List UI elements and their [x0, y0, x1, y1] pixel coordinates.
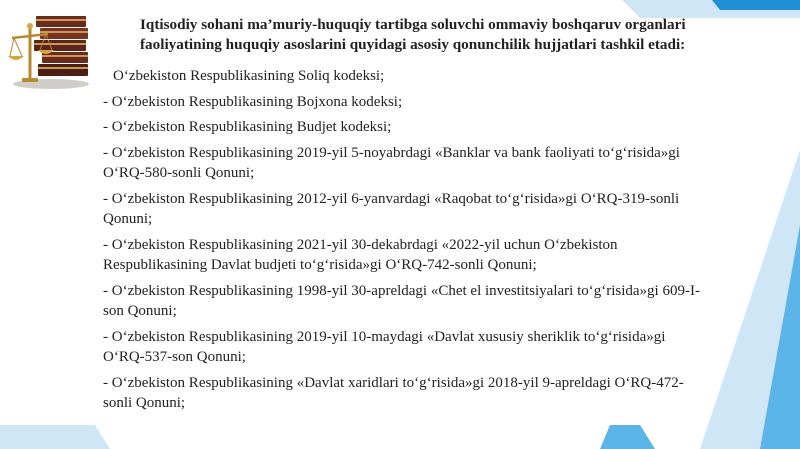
- list-item: [103, 117, 773, 138]
- decor-bottom-left: [0, 425, 110, 449]
- list-item: [103, 327, 773, 368]
- list-item-line: O‘zbekiston Respublikasining Soliq kodeksi;: [113, 68, 385, 84]
- list-item-line: - O‘zbekiston Respublikasining «Davlat xaridlari to‘g‘risida»gi 2018-yil 9-apreldagi O‘RQ-472-: [103, 374, 684, 391]
- slide-heading: [140, 15, 780, 55]
- list-item: [103, 143, 773, 184]
- decor-bottom-tab: [600, 425, 655, 449]
- law-books-scales-icon: [6, 6, 94, 92]
- heading-line: Iqtisodiy sohani ma’muriy-huquqiy tartibga soluvchi ommaviy boshqaruv organlari: [140, 16, 686, 33]
- list-item-line: - O‘zbekiston Respublikasining Budjet kodeksi;: [103, 119, 392, 135]
- list-item-line: - O‘zbekiston Respublikasining 2019-yil 10-maydagi «Davlat xususiy sheriklik to‘g‘risida»gi: [103, 328, 666, 345]
- list-item-line: sonli Qonuni;: [103, 395, 186, 411]
- decor-top-accent: [712, 0, 800, 10]
- list-item-line: - O‘zbekiston Respublikasining 2021-yil 30-dekabrdagi «2022-yil uchun O‘zbekiston: [103, 236, 618, 253]
- list-item: [103, 235, 773, 276]
- list-item: [103, 373, 773, 414]
- list-item-line: Respublikasining Davlat budjeti to‘g‘risida»gi O‘RQ-742-sonli Qonuni;: [103, 257, 537, 273]
- list-item-line: O‘RQ-537-son Qonuni;: [103, 349, 246, 365]
- heading-line: faoliyatining huquqiy asoslarini quyidagi asosiy qonunchilik hujjatlari tashkil etadi:: [140, 36, 686, 53]
- list-item-line: - O‘zbekiston Respublikasining 2012-yil 6-yanvardagi «Raqobat to‘g‘risida»gi O‘RQ-319-sonli: [103, 190, 680, 207]
- list-item-line: - O‘zbekiston Respublikasining 2019-yil 5-noyabrdagi «Banklar va bank faoliyati to‘g‘risida»gi: [103, 144, 680, 161]
- list-item: [103, 189, 773, 230]
- list-item: [103, 281, 773, 322]
- list-item: [103, 92, 773, 113]
- list-item-line: - O‘zbekiston Respublikasining 1998-yil 30-apreldagi «Chet el investitsiyalari to‘g‘risida»gi 609-I-: [103, 282, 700, 299]
- law-list: [103, 66, 773, 414]
- list-item-line: son Qonuni;: [103, 303, 177, 319]
- list-item-line: - O‘zbekiston Respublikasining Bojxona kodeksi;: [103, 93, 403, 110]
- list-item: [103, 66, 773, 87]
- list-item-line: Qonuni;: [103, 211, 153, 227]
- list-item-line: O‘RQ-580-sonli Qonuni;: [103, 165, 255, 181]
